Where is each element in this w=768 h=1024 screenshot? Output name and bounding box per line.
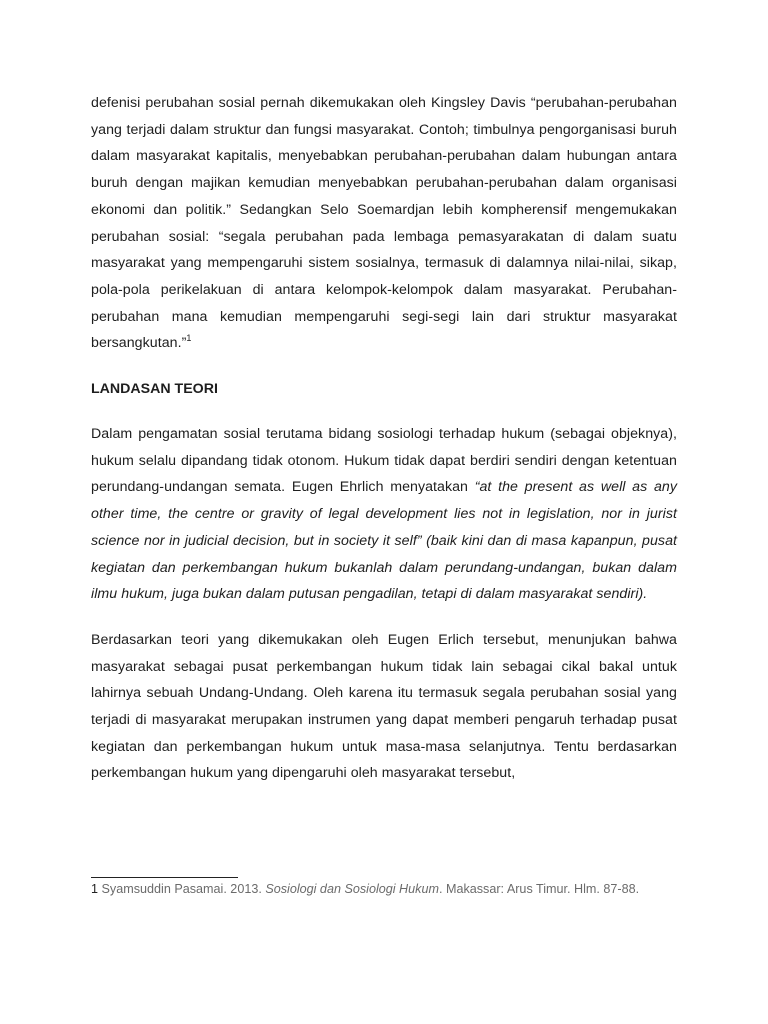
paragraph-theory (91, 421, 677, 608)
footnote (91, 880, 677, 899)
footnote-author-year: Syamsuddin Pasamai. 2013. (98, 882, 266, 896)
footnote-number: 1 (91, 882, 99, 896)
paragraph-text: Berdasarkan teori yang dikemukakan oleh Eugen Erlich tersebut, menunjukan bahwa masyarakat sebagai pusat perkembangan hukum tidak lain sebagai cikal bakal untuk lahirnya sebuah Undang-Undang. Oleh karena itu termasuk segala perubahan sosial yang terjadi di masyarakat merupakan instrumen yang dapat memberi pengaruh terhadap pusat kegiatan dan perkembangan hukum untuk masa-masa selanjutnya. Tentu berdasarkan perkembangan hukum yang dipengaruhi oleh masyarakat tersebut, (91, 631, 677, 782)
paragraph-analysis (91, 627, 677, 787)
footnote-separator (91, 877, 238, 878)
paragraph-social-change-definition (91, 90, 677, 357)
section-heading: LANDASAN TEORI (91, 381, 218, 398)
ehrlich-quote: “at the present as well as any other time, the centre or gravity of legal development lies not in legislation, nor in jurist science nor in judicial decision, but in society it self” (baik kini dan di masa kapanpun, pusat kegiatan dan perkembangan hukum bukanlah dalam perundang-undangan, bukan dalam ilmu hukum, juga bukan dalam putusan pengadilan, tetapi di dalam masyarakat sendiri). (91, 479, 677, 603)
paragraph-text: defenisi perubahan sosial pernah dikemukakan oleh Kingsley Davis “perubahan-perubahan yang terjadi dalam struktur dan fungsi masyarakat. Contoh; timbulnya pengorganisasi buruh dalam masyarakat kapitalis, menyebabkan perubahan-perubahan dalam hubungan antara buruh dengan majikan kemudian menyebabkan perubahan-perubahan dalam organisasi ekonomi dan politik.” Sedangkan Selo Soemardjan lebih kompherensif mengemukakan perubahan sosial: “segala perubahan pada lembaga pemasyarakatan di dalam suatu masyarakat yang mempengaruhi sistem sosialnya, termasuk di dalamnya nilai-nilai, sikap, pola-pola perikelakuan di antara kelompok-kelompok dalam masyarakat. Perubahan-perubahan mana kemudian mempengaruhi segi-segi lain dari struktur masyarakat bersangkutan.” (91, 95, 677, 352)
document-page (91, 90, 677, 787)
footnote-publisher: . Makassar: Arus Timur. Hlm. 87-88. (438, 882, 640, 896)
footnote-reference[interactable]: 1 (186, 332, 192, 343)
paragraph-intro-text: Dalam pengamatan sosial terutama bidang sosiologi terhadap hukum (sebagai objeknya), hukum selalu dipandang tidak otonom. Hukum tidak dapat berdiri sendiri dengan ketentuan perundang-undangan semata. Eugen Ehrlich menyatakan (91, 426, 677, 496)
footnote-book-title: Sosiologi dan Sosiologi Hukum (265, 882, 439, 896)
